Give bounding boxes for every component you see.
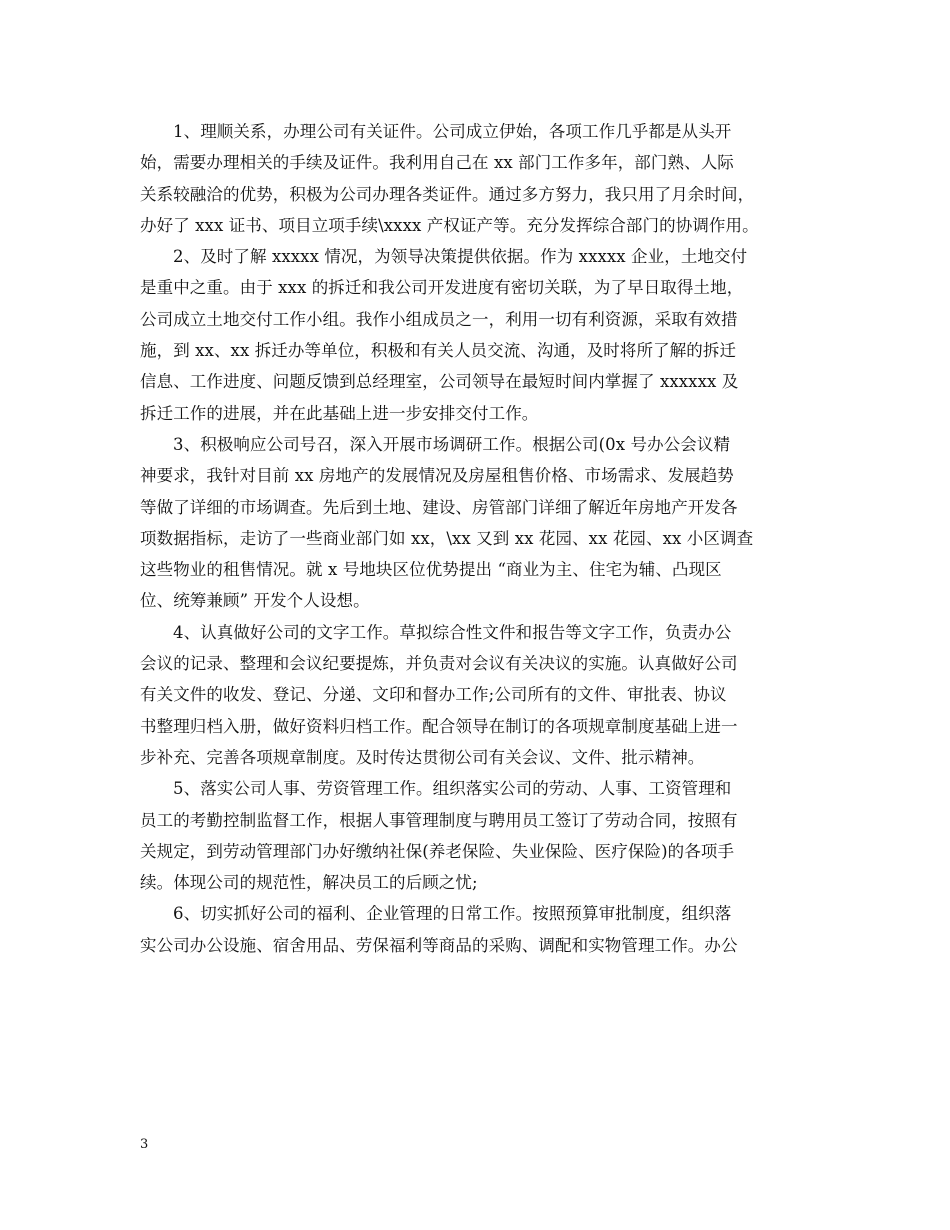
paragraph-line: 神要求，我针对目前 xx 房地产的发展情况及房屋租售价格、市场需求、发展趋势 — [140, 466, 734, 486]
paragraph-line: 续。体现公司的规范性，解决员工的后顾之忧; — [140, 873, 478, 893]
paragraph-line: 公司成立土地交付工作小组。我作小组成员之一，利用一切有利资源，采取有效措 — [140, 309, 738, 329]
paragraph-line: 步补充、完善各项规章制度。及时传达贯彻公司有关会议、文件、批示精神。 — [140, 747, 705, 767]
paragraph-first-line: 2、及时了解 xxxxx 情况，为领导决策提供依据。作为 xxxxx 企业，土地交付 — [173, 247, 748, 267]
paragraph-first-line: 6、切实抓好公司的福利、企业管理的日常工作。按照预算审批制度，组织落 — [173, 904, 732, 924]
paragraph-line: 有关文件的收发、登记、分递、文印和督办工作;公司所有的文件、审批表、协议 — [140, 685, 727, 705]
page-number: 3 — [140, 1137, 149, 1152]
paragraph-line: 等做了详细的市场调查。先后到土地、建设、房管部门详细了解近年房地产开发各 — [140, 497, 738, 517]
paragraph-line: 信息、工作进度、问题反馈到总经理室，公司领导在最短时间内掌握了 xxxxxx 及 — [140, 372, 739, 392]
paragraph-first-line: 3、积极响应公司号召，深入开展市场调研工作。根据公司(0x 号办公会议精 — [173, 434, 731, 454]
paragraph-line: 是重中之重。由于 xxx 的拆迁和我公司开发进度有密切关联，为了早日取得土地， — [140, 278, 744, 298]
paragraph-line: 员工的考勤控制监督工作，根据人事管理制度与聘用员工签订了劳动合同，按照有 — [140, 810, 738, 830]
paragraph-line: 项数据指标，走访了一些商业部门如 xx，\xx 又到 xx 花园、xx 花园、xx 小区调查 — [140, 528, 754, 548]
paragraph-first-line: 1、理顺关系，办理公司有关证件。公司成立伊始，各项工作几乎都是从头开 — [173, 122, 732, 141]
paragraph-line: 关系较融洽的优势，积极为公司办理各类证件。通过多方努力，我只用了月余时间， — [140, 184, 755, 204]
paragraph-line: 实公司办公设施、宿舍用品、劳保福利等商品的采购、调配和实物管理工作。办公 — [140, 935, 738, 955]
paragraph-line: 关规定，到劳动管理部门办好缴纳社保(养老保险、失业保险、医疗保险)的各项手 — [140, 841, 735, 861]
paragraph-first-line: 4、认真做好公司的文字工作。草拟综合性文件和报告等文字工作，负责办公 — [173, 622, 732, 642]
body-text — [140, 116, 830, 961]
paragraph-line: 施，到 xx、xx 拆迁办等单位，积极和有关人员交流、沟通，及时将所了解的拆迁 — [140, 341, 737, 361]
paragraph-line: 会议的记录、整理和会议纪要提炼，并负责对会议有关决议的实施。认真做好公司 — [140, 654, 738, 674]
paragraph-line: 这些物业的租售情况。就 x 号地块区位优势提出 “商业为主、住宅为辅、凸现区 — [140, 560, 722, 580]
paragraph-line: 拆迁工作的进展，并在此基础上进一步安排交付工作。 — [140, 403, 539, 423]
paragraph-line: 位、统筹兼顾” 开发个人设想。 — [140, 591, 370, 611]
paragraph-line: 始，需要办理相关的手续及证件。我利用自己在 xx 部门工作多年，部门熟、人际 — [140, 153, 734, 173]
paragraph-line: 办好了 xxx 证书、项目立项手续\xxxx 产权证产等。充分发挥综合部门的协调作用。 — [140, 215, 759, 235]
paragraph-first-line: 5、落实公司人事、劳资管理工作。组织落实公司的劳动、人事、工资管理和 — [173, 779, 732, 799]
paragraph-line: 书整理归档入册，做好资料归档工作。配合领导在制订的各项规章制度基础上进一 — [140, 716, 738, 736]
